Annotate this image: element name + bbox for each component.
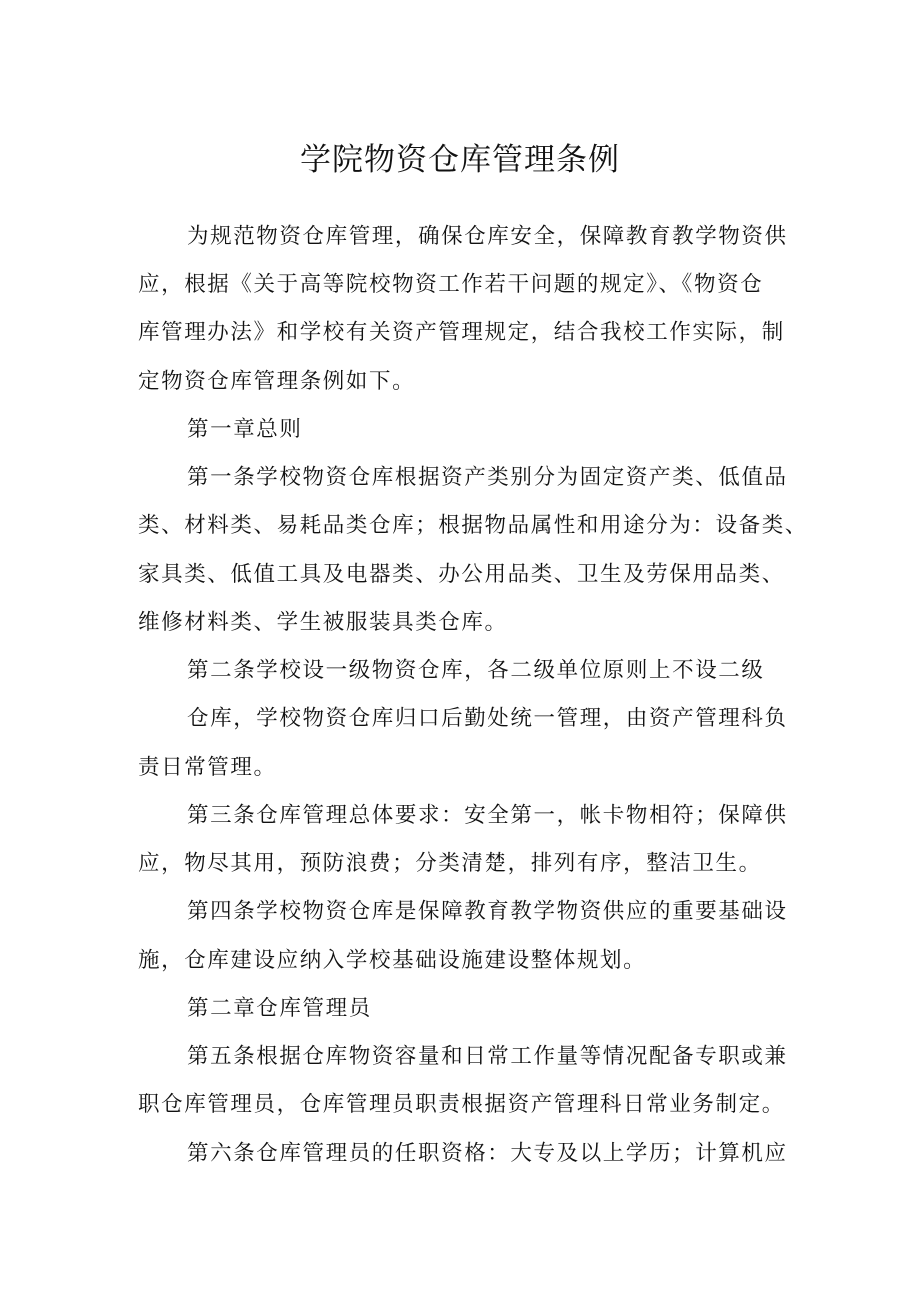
paragraph-line: 第二条学校设一级物资仓库，各二级单位原则上不设二级 <box>187 658 765 683</box>
paragraph-line: 维修材料类、学生被服装具类仓库。 <box>138 610 508 635</box>
paragraph-line: 施，仓库建设应纳入学校基础设施建设整体规划。 <box>138 948 647 973</box>
paragraph-line: 第五条根据仓库物资容量和日常工作量等情况配备专职或兼 <box>187 1044 788 1069</box>
paragraph-line: 职仓库管理员，仓库管理员职责根据资产管理科日常业务制定。 <box>138 1092 785 1117</box>
paragraph-line: 第三条仓库管理总体要求：安全第一，帐卡物相符；保障供 <box>187 803 788 828</box>
paragraph-line: 库管理办法》和学校有关资产管理规定，结合我校工作实际，制 <box>138 320 785 345</box>
page-title: 学院物资仓库管理条例 <box>300 142 620 178</box>
paragraph-line: 应，物尽其用，预防浪费；分类清楚，排列有序，整洁卫生。 <box>138 851 762 876</box>
chapter-heading: 第一章总则 <box>187 417 303 442</box>
paragraph-line: 仓库，学校物资仓库归口后勤处统一管理，由资产管理科负 <box>187 706 788 731</box>
paragraph-line: 责日常管理。 <box>138 755 277 780</box>
chapter-heading: 第二章仓库管理员 <box>187 996 372 1021</box>
paragraph-line: 第一条学校物资仓库根据资产类别分为固定资产类、低值品 <box>187 465 788 490</box>
paragraph-line: 定物资仓库管理条例如下。 <box>138 369 416 394</box>
paragraph-line: 为规范物资仓库管理，确保仓库安全，保障教育教学物资供 <box>187 224 788 249</box>
paragraph-line: 类、材料类、易耗品类仓库；根据物品属性和用途分为：设备类、 <box>138 513 808 538</box>
paragraph-line: 应，根据《关于高等院校物资工作若干问题的规定》、《物资仓 <box>138 272 764 297</box>
paragraph-line: 第四条学校物资仓库是保障教育教学物资供应的重要基础设 <box>187 899 788 924</box>
paragraph-line: 第六条仓库管理员的任职资格：大专及以上学历；计算机应 <box>187 1141 788 1166</box>
paragraph-line: 家具类、低值工具及电器类、办公用品类、卫生及劳保用品类、 <box>138 562 785 587</box>
